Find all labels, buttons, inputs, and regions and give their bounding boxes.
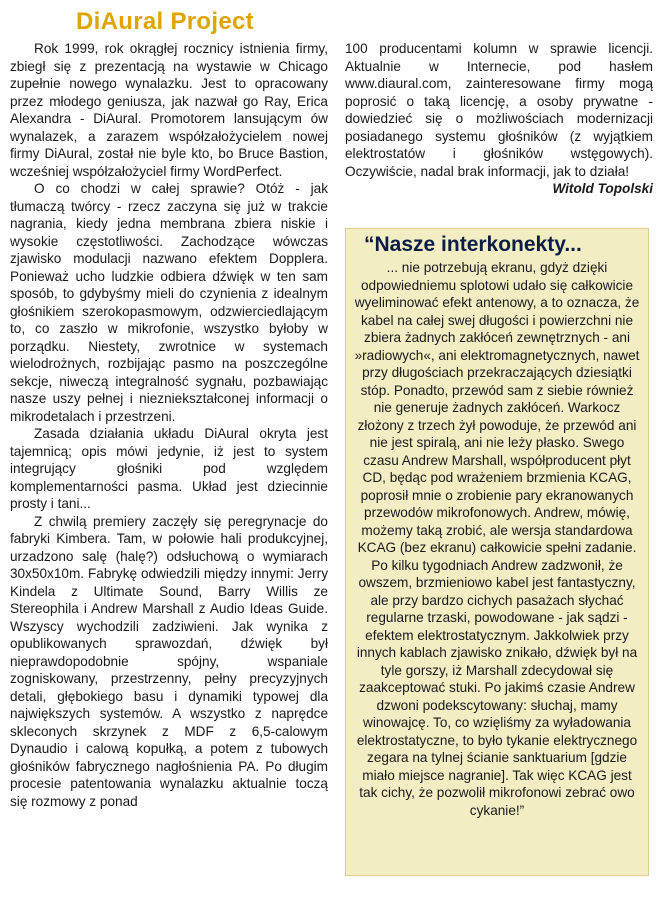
paragraph: O co chodzi w całej sprawie? Otóż - jak tłumaczą twórcy - rzecz zaczyna się już w trakcie nagrania, kiedy jedna membrana zbiera niskie i wysokie częstotliwości. Zachodzące wówczas zjawisko modulacji nazwano efektem Dopplera. Ponieważ ucho ludzkie odbiera dźwięk w ten sam sposób, to gdybyśmy mieli do czynienia z idealnym głośnikiem szerokopasmowym, odzwierciedlającym to, co zaszło w mikrofonie, wszystko byłoby w porządku. Niestety, zwrotnice w systemach wielodrożnych, rozbijając pasmo na poszczególne sekcje, niweczą integralność sygnału, pozbawiając nasze uszy pełnej i niezniekształconej informacji o mikrodetalach i przestrzeni. — [10, 181, 328, 424]
quote-box-title: “Nasze interkonekty... — [364, 233, 582, 256]
quote-box-text: ... nie potrzebują ekranu, gdyż dzięki odpowiedniemu splotowi udało się całkowicie wyeliminować efekt antenowy, a to oznacza, że kabel na całej swej długości i powierzchni nie zbiera żadnych zakłóceń zewnętrznych - ani »radiowych«, ani elektromagnetycznych, nawet przy długościach przekraczających dziesiątki stóp. Ponadto, przewód sam z siebie również nie generuje żadnych zakłóceń. Warkocz złożony z trzech żył powoduje, że przewód ani nie jest spiralą, ani nie leży płasko. Swego czasu Andrew Marshall, współproducent płyt CD, będąc pod wrażeniem brzmienia KCAG, poprosił mnie o zrobienie pary ekranowanych przewodów mikrofonowych. Andrew, mówię, możemy taką zrobić, ale wersja standardowa KCAG (bez ekranu) całkowicie spełni zadanie. Po kilku tygodniach Andrew zadzwonił, że owszem, brzmieniowo kabel jest fantastyczny, ale przy bardzo cichych pasażach słychać regularne trzaski, powodowane - jak sądzi - efektem elektrostatycznym. Jakkolwiek przy innych kablach zjawisko znikało, dźwięk był na tyle gorszy, iż Marshall zdecydował się zaakceptować stuki. Po jakimś czasie Andrew dzwoni podekscytowany: słuchaj, mamy winowajcę. To, co wzięliśmy za wyładowania elektrostatyczne, to było tykanie elektrycznego zegara na tylnej ścianie sanktuarium [gdzie miało miejsce nagranie]. Tak więc KCAG jest tak cichy, że pozwolił mikrofonowi zebrać owo cykanie!” — [354, 260, 640, 818]
paragraph: Rok 1999, rok okrągłej rocznicy istnienia firmy, zbiegł się z prezentacją na wystawie w Chicago zupełnie nowego wynalazku. Jest to opracowany przez młodego geniusza, jak nazwał go Ray, Erica Alexandra - DiAural. Promotorem lansującym ów wynalazek, a zarazem współzałożycielem nowej firmy DiAural, został nie byle kto, bo Bruce Bastion, wcześniej współzałożyciel firmy WordPerfect. — [10, 41, 328, 179]
author-signature: Witold Topolski — [552, 181, 653, 196]
left-column — [10, 40, 328, 810]
right-column — [345, 40, 653, 198]
article-title: DiAural Project — [76, 8, 254, 35]
sidebar-quote-box — [345, 228, 649, 876]
paragraph: Zasada działania układu DiAural okryta jest tajemnicą; opis mówi jedynie, iż jest to system integrujący głośniki pod względem komplementarności pasma. Układ jest dziecinnie prosty i tani... — [10, 426, 328, 511]
paragraph: Z chwilą premiery zaczęły się peregrynacje do fabryki Kimbera. Tam, w połowie hali produkcyjnej, urzadzono salę (halę?) odsłuchową o wymiarach 30x50x10m. Fabrykę odwiedzili między innymi: Jerry Kindela z Ultimate Sound, Barry Willis ze Stereophila i Andrew Marshall z Audio Ideas Guide. Wszyscy wychodzili zadziwieni. Jak wynika z opublikowanych sprawozdań, dźwięk był nieprawdopodobnie spójny, wspaniale zogniskowany, przestrzenny, pełny precyzyjnych detali, głębokiego basu i dynamiki typowej dla największych systemów. A wszystko z naprędce skleconych skrzynek z MDF z 6,5-calowym Dynaudio i calową kopułką, a potem z tubowych głośników fabrycznego nagłośnienia PA. Po długim procesie patentowania wynalazku aktualnie toczą się rozmowy z ponad — [10, 513, 328, 809]
paragraph: 100 producentami kolumn w sprawie licencji. Aktualnie w Internecie, pod hasłem www.diaural.com, zainteresowane firmy mogą poprosić o taką licencję, a osoby prywatne - dowiedzieć się o możliwościach modernizacji posiadanego systemu głośników (z wyjątkiem elektrostatów i głośników wstęgowych). Oczywiście, nadal brak informacji, jak to działa! — [345, 41, 653, 179]
